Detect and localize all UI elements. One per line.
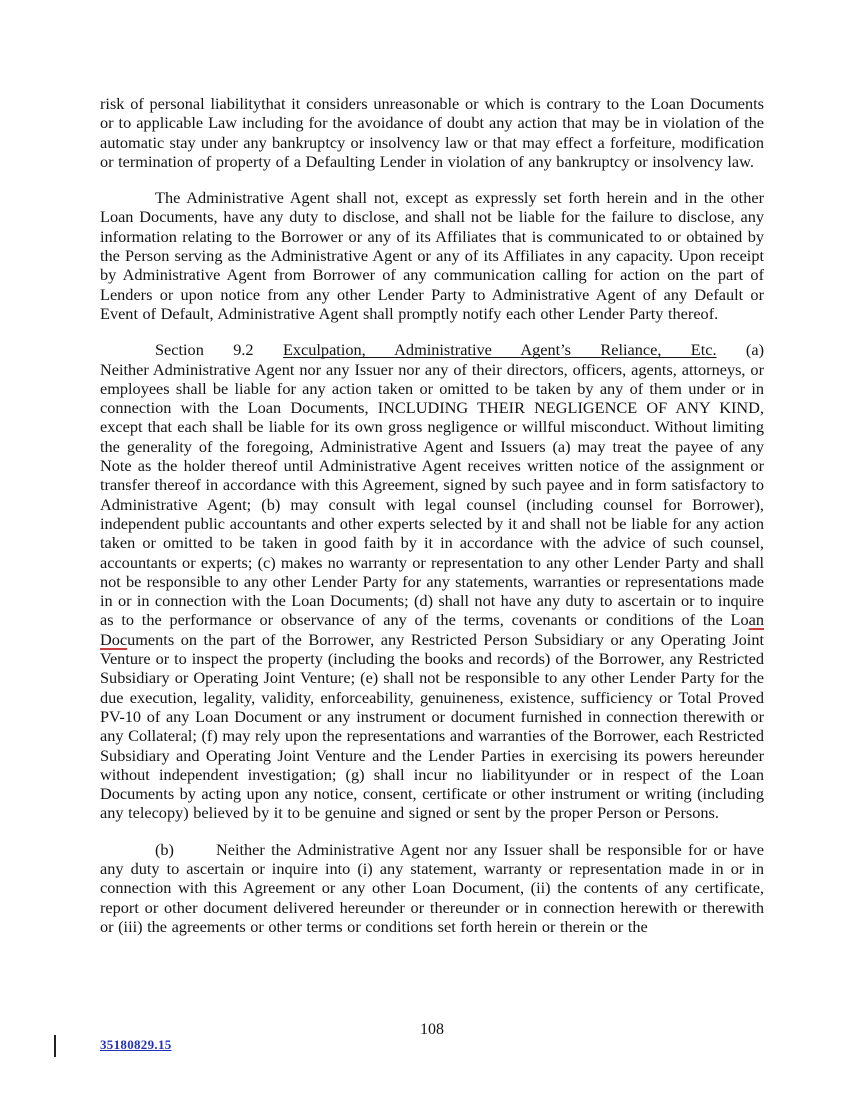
change-bar [54, 1035, 56, 1057]
paragraph-exculpation-body [100, 360, 764, 823]
paragraph-clause-b [100, 840, 764, 936]
page-number: 108 [420, 1021, 444, 1038]
clause-a-label: (a) [716, 340, 764, 360]
doc-reference-number: 35180829.15 [100, 1037, 172, 1052]
paragraph-duty-to-disclose [100, 188, 764, 323]
section-title: Exculpation, Administrative Agent’s Reliance, Etc. [282, 340, 717, 360]
text-segment: Neither the Administrative Agent nor any Issuer shall be responsible for or have any duty to ascertain or inquire into (i) any statement, warranty or representation made in or in connection with this Agreement or any other Loan Document, (ii) the contents of any certificate, report or other document delivered hereunder or thereunder or in connection herewith or therewith or (iii) the agreements or other terms or conditions set forth herein or therein or the [100, 839, 764, 936]
clause-b-label: (b) [155, 839, 174, 859]
text-segment: The Administrative Agent shall not, except as expressly set forth herein and in the other Loan Documents, have any duty to disclose, and shall not be liable for the failure to disclose, any information relating to the Borrower or any of its Affiliates that is communicated to or obtained by the Person serving as the Administrative Agent or any of its Affiliates in any capacity. Upon receipt by Administrative Agent from Borrower of any communication calling for action on the part of Lenders or upon notice from any other Lender Party to Administrative Agent of any Default or Event of Default, Administrative Agent shall promptly notify each other Lender Party thereof. [100, 188, 764, 323]
text-segment: uments on the part of the Borrower, any Restricted Person Subsidiary or any Operating Joint Venture or to inspect the property (including the books and records) of the Borrower, any Restricted Subsidiary or Operating Joint Venture; (e) shall not be responsible to any other Lender Party for the due execution, legality, validity, enforceability, genuineness, existence, sufficiency or Total Proved PV-10 of any Loan Document or any instrument or document furnished in connection therewith or any Collateral; (f) may rely upon the representations and warranties of the Borrower, each Restricted Subsidiary and Operating Joint Venture and the Lender Parties in exercising its powers hereunder without independent investigation; (g) shall incur no liabilityunder or in respect of the Loan Documents by acting upon any notice, consent, certificate or other instrument or writing (including any telecopy) believed by it to be genuine and signed or sent by the proper Person or Persons. [100, 629, 764, 823]
tab-space [174, 854, 216, 855]
text-segment: Neither Administrative Agent nor any Issuer nor any of their directors, officers, agents, attorneys, or employees shall be liable for any action taken or omitted to be taken by any of them under or in connection with the Loan Documents, INCLUDING THEIR NEGLIGENCE OF ANY KIND, except that each shall be liable for its own gross negligence or willful misconduct. Without limiting the generality of the foregoing, Administrative Agent and Issuers (a) may treat the payee of any Note as the holder thereof until Administrative Agent receives written notice of the assignment or transfer thereof in accordance with this Agreement, signed by such payee and in form satisfactory to Administrative Agent; (b) may consult with legal counsel (including counsel for Borrower), independent public accountants and other experts selected by it and shall not be liable for any action taken or omitted to be taken in good faith by it in accordance with the advice of such counsel, accountants or experts; (c) makes no warranty or representation to any other Lender Party and shall not be responsible to any other Lender Party for any statements, warranties or representations made in or in connection with the Loan Documents; (d) shall not have any duty to ascertain or to inquire as to the performance or observance of any of the terms, covenants or conditions of the Lo [100, 359, 764, 630]
section-9-2-heading-line [100, 340, 764, 359]
section-number: Section 9.2 [155, 340, 283, 360]
document-body [100, 94, 764, 936]
redline-marked-text: an Doc [100, 610, 764, 649]
paragraph-risk-of-liability [100, 94, 764, 171]
text-segment: risk of personal liabilitythat it considers unreasonable or which is contrary to the Loan Documents or to applicable Law including for the avoidance of doubt any action that may be in violation of the automatic stay under any bankruptcy or insolvency law or that may effect a forfeiture, modification or termination of property of a Defaulting Lender in violation of any bankruptcy or insolvency law. [100, 94, 764, 171]
